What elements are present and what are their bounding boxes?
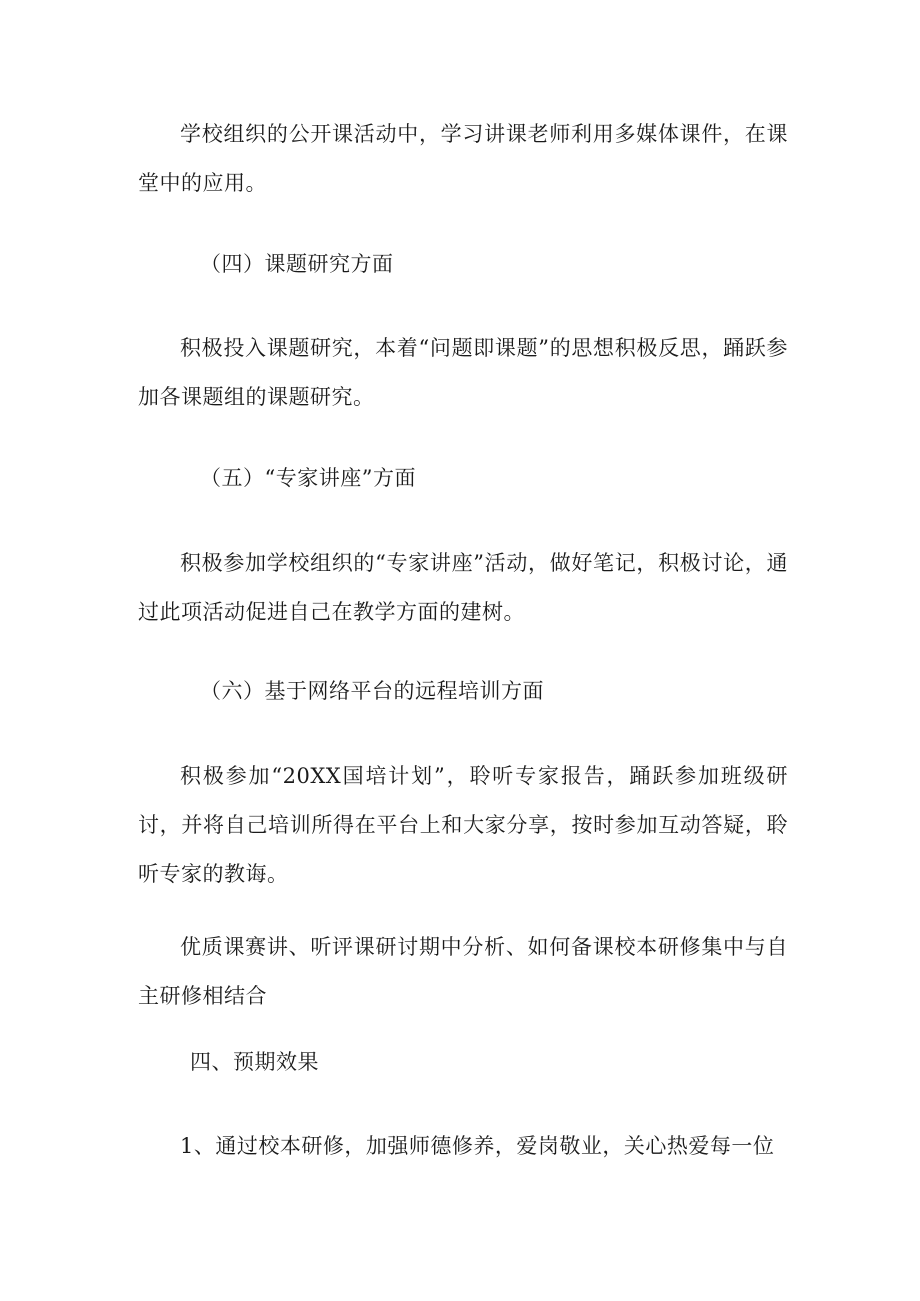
paragraph-online-training: 积极参加“20XX国培计划”，聆听专家报告，踊跃参加班级研讨，并将自己培训所得在平台上和大家分享，按时参加互动答疑，聆听专家的教诲。 bbox=[138, 764, 788, 886]
paragraph-result-1: 1、通过校本研修，加强师德修养，爱岗敬业，关心热爱每一位 bbox=[180, 1134, 775, 1158]
paragraph-research-topics: 积极投入课题研究，本着“问题即课题”的思想积极反思，踊跃参加各课题组的课题研究。 bbox=[138, 336, 788, 409]
paragraph-expert-lectures: 积极参加学校组织的“专家讲座”活动，做好笔记，积极讨论，通过此项活动促进自己在教学方面的建树。 bbox=[138, 551, 788, 624]
paragraph-activity-list: 优质课赛讲、听评课研讨期中分析、如何备课校本研修集中与自主研修相结合 bbox=[138, 935, 788, 1008]
heading-online-training: （六）基于网络平台的远程培训方面 bbox=[200, 679, 544, 703]
heading-expected-results: 四、预期效果 bbox=[190, 1050, 319, 1074]
heading-research-topics: （四）课题研究方面 bbox=[200, 252, 394, 276]
paragraph-open-class: 学校组织的公开课活动中，学习讲课老师利用多媒体课件，在课堂中的应用。 bbox=[138, 122, 788, 195]
heading-expert-lectures: （五）“专家讲座”方面 bbox=[200, 466, 416, 490]
